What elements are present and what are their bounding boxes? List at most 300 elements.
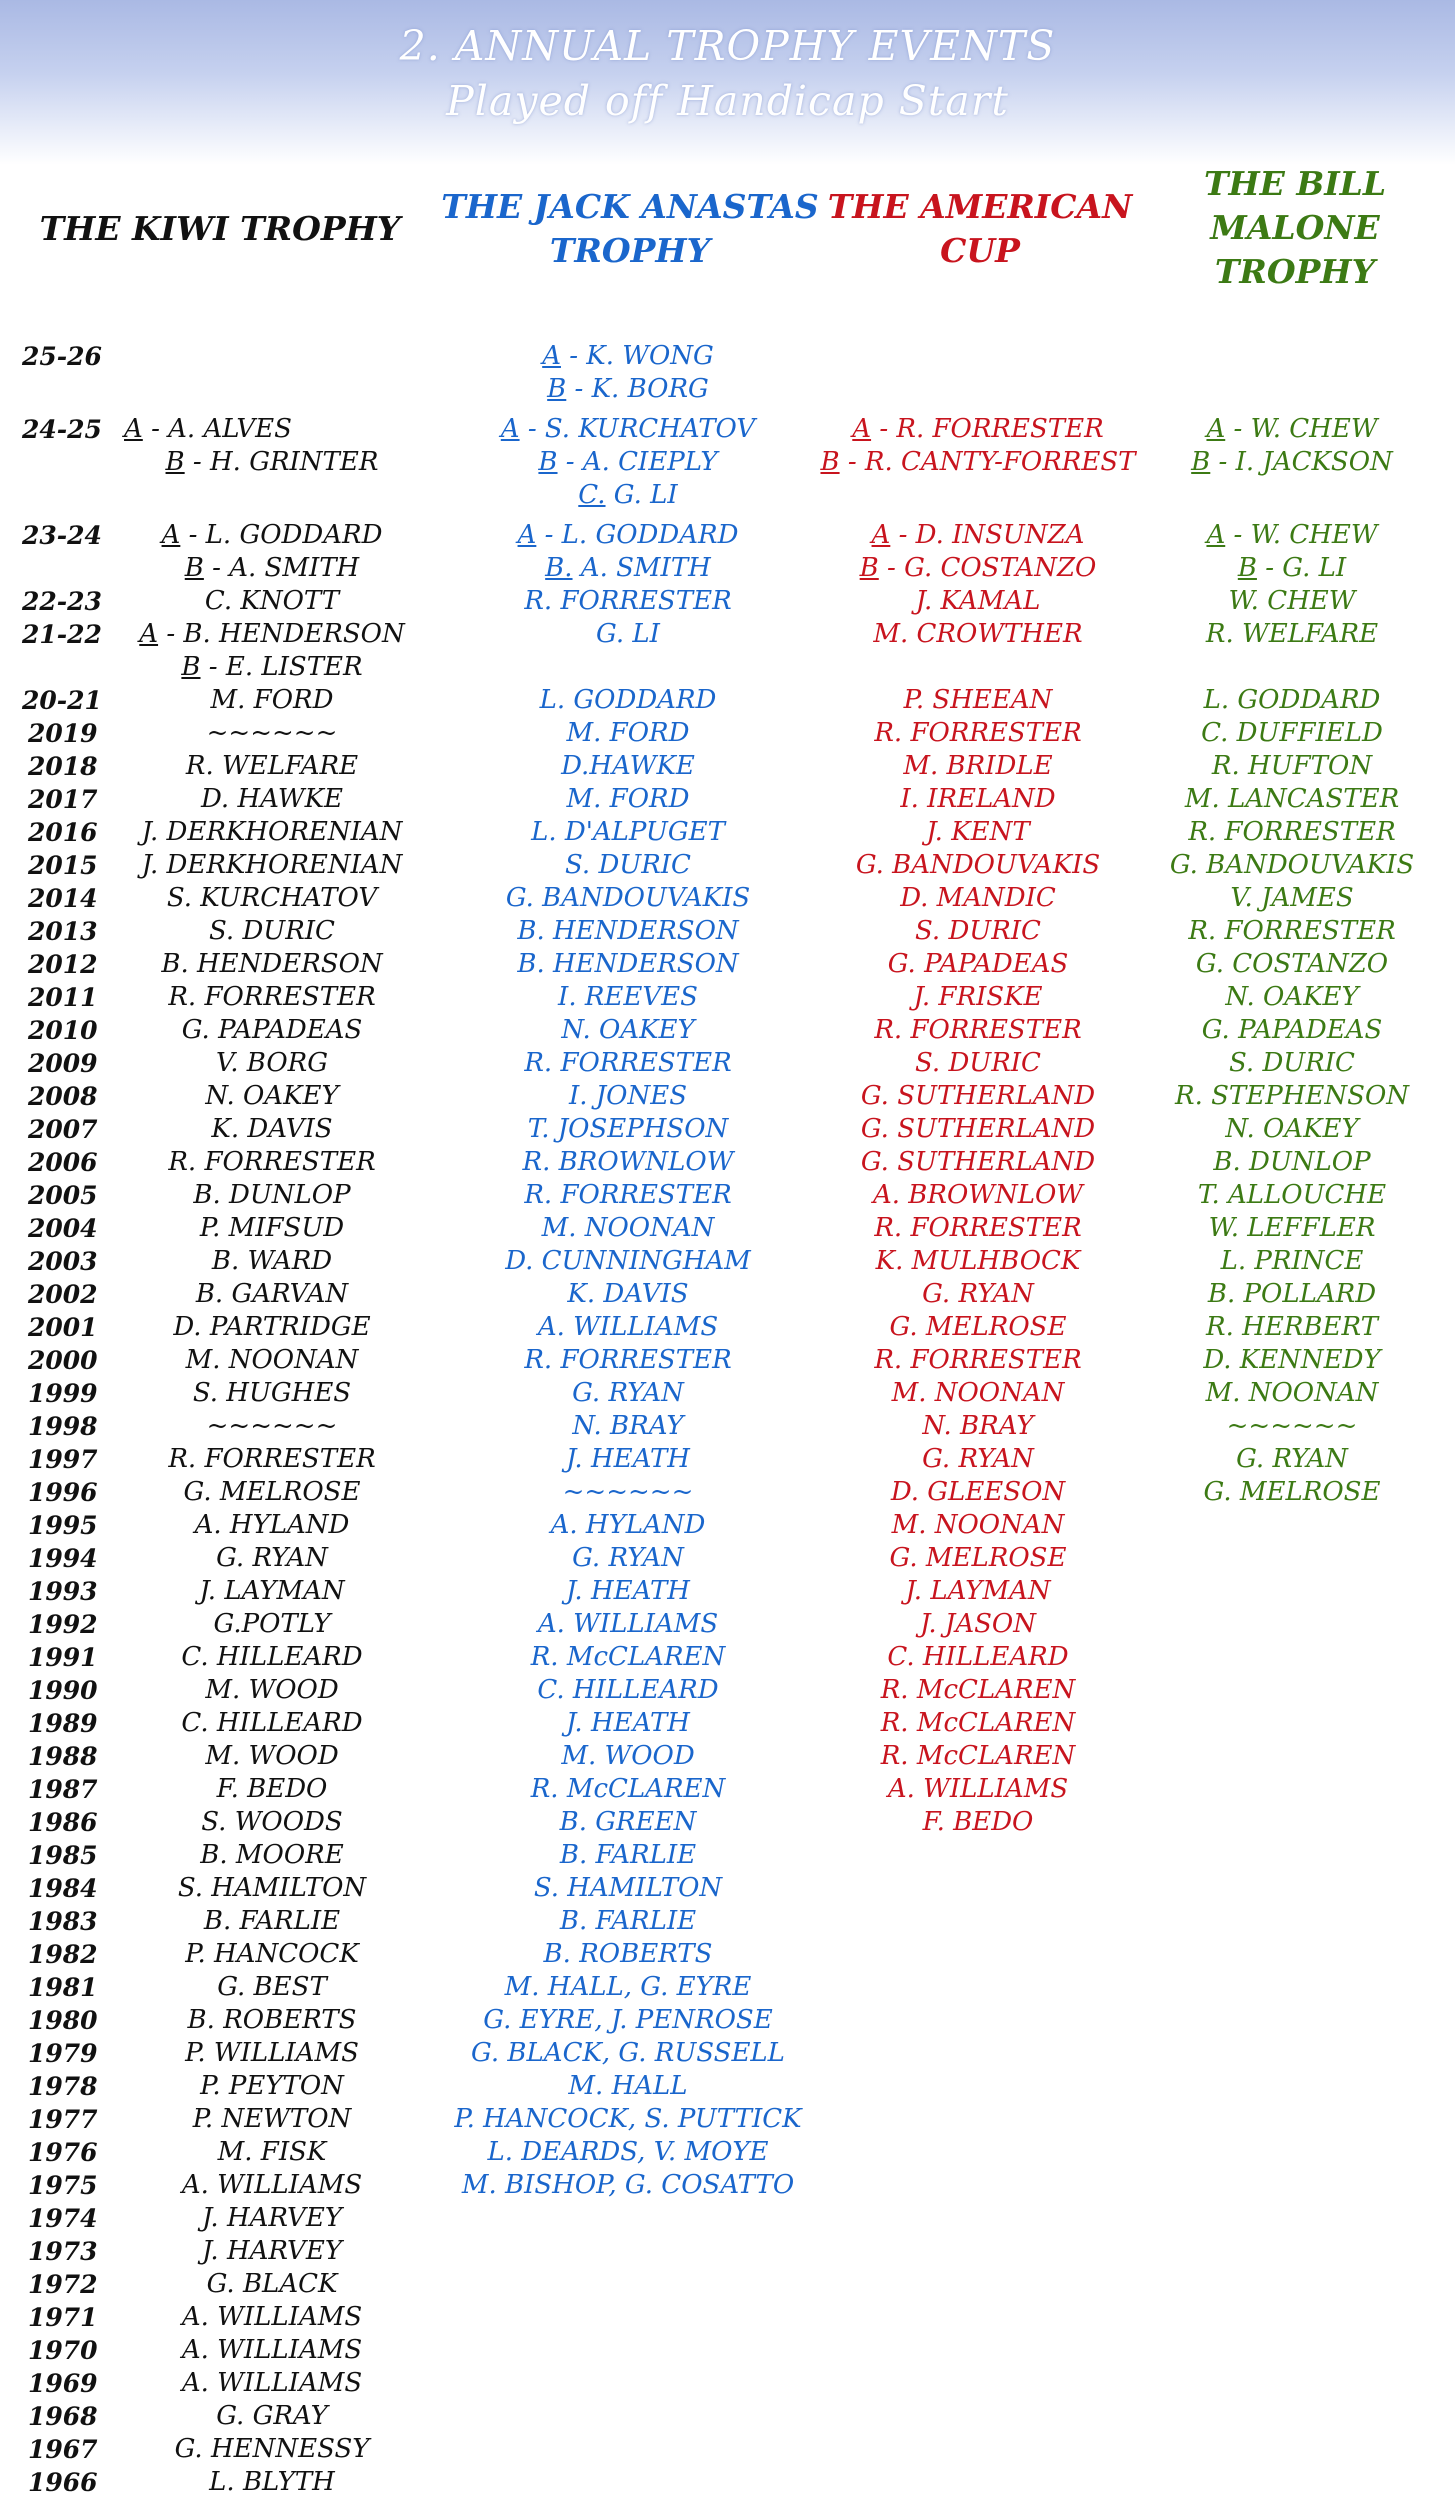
winner-name: F. BEDO: [216, 1774, 328, 1804]
year-label: 20-21: [22, 686, 102, 715]
jack-winner-cell: [524, 1344, 731, 1377]
american-winner-cell: [888, 1773, 1068, 1806]
bill-winner-cell: [1201, 717, 1383, 750]
winner-name: M. FORD: [210, 685, 334, 715]
winner-name: G. LI: [613, 480, 678, 510]
american-winner-cell: [915, 1047, 1041, 1080]
header-american-cup: [820, 185, 1140, 273]
winner-name: G. EYRE, J. PENROSE: [483, 2005, 773, 2035]
header-bill-line-1: THE BILL: [1203, 164, 1387, 203]
american-winner-cell: [887, 1641, 1068, 1674]
division-separator: -: [142, 414, 169, 444]
kiwi-winner-cell: [199, 1575, 344, 1608]
winner-name: A. WILLIAMS: [537, 1609, 719, 1639]
winner-name: A. WILLIAMS: [537, 1312, 719, 1342]
winner-name: W. LEFFLER: [1208, 1213, 1376, 1243]
jack-winner-cell: [542, 340, 714, 373]
kiwi-winner-cell: [216, 1542, 328, 1575]
kiwi-winner-cell: [217, 1971, 327, 2004]
winner-name: K. DAVIS: [567, 1279, 689, 1309]
american-winner-cell: [861, 1146, 1095, 1179]
jack-winner-cell: [596, 618, 660, 651]
winner-name: J. HARVEY: [202, 2236, 342, 2266]
division-separator: -: [1256, 553, 1283, 583]
bill-winner-cell: [1229, 585, 1356, 618]
jack-winner-cell: [569, 1080, 687, 1113]
jack-winner-cell: [506, 882, 750, 915]
jack-winner-cell: [462, 2169, 794, 2202]
jack-winner-cell: [567, 717, 690, 750]
winner-name: G. BANDOUVAKIS: [1169, 850, 1415, 880]
american-winner-cell: [856, 849, 1100, 882]
winner-name: A. HYLAND: [550, 1510, 706, 1540]
american-winner-cell: [881, 1707, 1076, 1740]
kiwi-winner-cell: [211, 1113, 332, 1146]
bill-winner-cell: [1213, 1146, 1370, 1179]
kiwi-winner-cell: [185, 2037, 359, 2070]
kiwi-winner-cell: [182, 2367, 362, 2400]
kiwi-winner-cell: [185, 552, 359, 585]
division-separator: -: [560, 341, 587, 371]
winner-name: I. IRELAND: [900, 784, 1056, 814]
american-winner-cell: [890, 1542, 1067, 1575]
winner-name: R. WELFARE: [1205, 619, 1379, 649]
kiwi-winner-cell: [200, 2070, 344, 2103]
jack-winner-cell: [534, 1872, 722, 1905]
year-label: 1980: [28, 2006, 98, 2035]
jack-winner-cell: [524, 1047, 731, 1080]
american-winner-cell: [923, 1806, 1034, 1839]
division-separator: -: [557, 447, 583, 477]
jack-winner-cell: [566, 1443, 690, 1476]
winner-name: M. NOONAN: [1205, 1378, 1379, 1408]
division-separator: -: [890, 520, 916, 550]
bill-winner-cell: [1227, 1410, 1358, 1443]
year-label: 1970: [28, 2336, 98, 2365]
winner-name: M. HALL, G. EYRE: [504, 1972, 752, 2002]
kiwi-winner-cell: [202, 2202, 342, 2235]
jack-winner-cell: [524, 1179, 731, 1212]
american-winner-cell: [922, 1443, 1034, 1476]
jack-winner-cell: [558, 981, 698, 1014]
kiwi-winner-cell: [178, 1872, 366, 1905]
year-label: 2008: [28, 1082, 98, 1111]
jack-winner-cell: [572, 1410, 683, 1443]
winner-name: B. WARD: [211, 1246, 333, 1276]
year-label: 1986: [28, 1808, 98, 1837]
winner-name: P. HANCOCK, S. PUTTICK: [454, 2104, 802, 2134]
kiwi-winner-cell: [205, 585, 339, 618]
header-american-line-1: THE AMERICAN: [827, 187, 1133, 226]
american-winner-cell: [900, 882, 1056, 915]
header-jack-anastas-trophy: [430, 185, 830, 273]
kiwi-winner-cell: [124, 413, 292, 446]
year-label: 2012: [28, 950, 98, 979]
header-kiwi-line: THE KIWI TROPHY: [39, 209, 401, 248]
jack-winner-cell: [517, 948, 738, 981]
kiwi-winner-cell: [216, 1047, 328, 1080]
winner-name: J. HARVEY: [202, 2203, 342, 2233]
kiwi-winner-cell: [162, 519, 383, 552]
winner-name: L. GODDARD: [1203, 685, 1381, 715]
winner-name: G. BANDOUVAKIS: [505, 883, 751, 913]
winner-name: M. LANCASTER: [1184, 784, 1400, 814]
division-letter: B: [165, 447, 185, 477]
jack-winner-cell: [568, 2070, 687, 2103]
kiwi-winner-cell: [182, 2169, 362, 2202]
jack-winner-cell: [538, 446, 717, 479]
jack-winner-cell: [560, 1905, 696, 1938]
winner-name: B. GREEN: [559, 1807, 697, 1837]
winner-name: J. LAYMAN: [199, 1576, 345, 1606]
winner-name: G. MELROSE: [1203, 1477, 1381, 1507]
american-winner-cell: [820, 446, 1135, 479]
american-winner-cell: [881, 1740, 1076, 1773]
jack-winner-cell: [531, 816, 725, 849]
kiwi-winner-cell: [168, 981, 375, 1014]
american-winner-cell: [874, 1014, 1081, 1047]
winner-name: D. MANDIC: [900, 883, 1056, 913]
winner-name: P. HANCOCK: [185, 1939, 359, 1969]
winner-name: G. PAPADEAS: [1201, 1015, 1383, 1045]
kiwi-winner-cell: [201, 1806, 342, 1839]
winner-name: R. FORRESTER: [874, 1015, 1082, 1045]
winner-name: D. KENNEDY: [1203, 1345, 1381, 1375]
year-label: 1991: [28, 1643, 98, 1672]
winner-name: G. RYAN: [1236, 1444, 1348, 1474]
year-label: 2010: [28, 1016, 98, 1045]
winner-name: R. BROWNLOW: [522, 1147, 734, 1177]
kiwi-winner-cell: [142, 849, 403, 882]
winner-name: I. JONES: [568, 1081, 688, 1111]
kiwi-winner-cell: [196, 1278, 348, 1311]
winner-name: G. SUTHERLAND: [860, 1114, 1096, 1144]
division-separator: -: [519, 414, 545, 444]
american-winner-cell: [922, 1278, 1034, 1311]
winner-name: V. BORG: [215, 1048, 329, 1078]
winner-name: D. GLEESON: [890, 1477, 1066, 1507]
kiwi-winner-cell: [181, 1707, 362, 1740]
winner-name: V. JAMES: [1230, 883, 1354, 913]
winner-name: A. HYLAND: [194, 1510, 350, 1540]
winner-name: L. GODDARD: [205, 520, 383, 550]
winner-name: M. NOONAN: [185, 1345, 359, 1375]
kiwi-winner-cell: [182, 1014, 363, 1047]
bill-winner-cell: [1198, 1179, 1386, 1212]
winner-name: G. SUTHERLAND: [860, 1081, 1096, 1111]
winner-name: G. BLACK: [206, 2269, 338, 2299]
jack-winner-cell: [538, 1608, 718, 1641]
winner-name: B. FARLIE: [559, 1906, 697, 1936]
kiwi-winner-cell: [188, 2004, 357, 2037]
american-winner-cell: [876, 1245, 1081, 1278]
year-label: 1985: [28, 1841, 98, 1870]
winner-name: W. CHEW: [1250, 520, 1378, 550]
winner-name: S. KURCHATOV: [166, 883, 378, 913]
page-title: 2. ANNUAL TROPHY EVENTS: [399, 22, 1056, 70]
american-winner-cell: [905, 1575, 1050, 1608]
division-letter: A: [124, 414, 143, 444]
american-winner-cell: [900, 783, 1055, 816]
winner-name: G. RYAN: [922, 1279, 1034, 1309]
winner-name: J. DERKHORENIAN: [141, 850, 403, 880]
kiwi-winner-cell: [195, 1509, 350, 1542]
division-letter: A: [1206, 520, 1226, 550]
jack-winner-cell: [551, 1509, 706, 1542]
american-winner-cell: [915, 915, 1041, 948]
jack-winner-cell: [565, 849, 691, 882]
winner-name: J. HEATH: [566, 1708, 690, 1738]
jack-winner-cell: [547, 373, 709, 406]
winner-name: A. SMITH: [580, 553, 711, 583]
year-label: 21-22: [22, 620, 102, 649]
winner-name: A. WILLIAMS: [181, 2368, 363, 2398]
winner-name: W. CHEW: [1250, 414, 1378, 444]
bill-winner-cell: [1206, 1377, 1379, 1410]
division-separator: -: [184, 447, 210, 477]
american-winner-cell: [873, 618, 1082, 651]
division-separator: -: [180, 520, 206, 550]
bill-winner-cell: [1185, 783, 1399, 816]
kiwi-winner-cell: [166, 446, 379, 479]
year-label: 2013: [28, 917, 98, 946]
bill-winner-cell: [1212, 750, 1372, 783]
year-label: 1994: [28, 1544, 98, 1573]
american-winner-cell: [874, 1212, 1081, 1245]
winner-name: B. FARLIE: [559, 1840, 697, 1870]
year-label: 2019: [28, 719, 98, 748]
year-label: 1996: [28, 1478, 98, 1507]
header-jack-line-1: THE JACK ANASTAS: [441, 187, 819, 226]
jack-winner-cell: [505, 1971, 752, 2004]
bill-winner-cell: [1170, 849, 1414, 882]
winner-name: R. FORRESTER: [874, 1345, 1082, 1375]
winner-name: W. CHEW: [1228, 586, 1356, 616]
header-bill-line-2: MALONE: [1210, 208, 1380, 247]
year-label: 1975: [28, 2171, 98, 2200]
winner-name: D. INSUNZA: [915, 520, 1085, 550]
winner-name: G. PAPADEAS: [181, 1015, 363, 1045]
winner-name: R. FORRESTER: [524, 586, 732, 616]
winner-name: J. FRISKE: [913, 982, 1043, 1012]
kiwi-winner-cell: [167, 882, 377, 915]
winner-name: R. FORRESTER: [168, 982, 376, 1012]
bill-winner-cell: [1206, 413, 1377, 446]
winner-name: R. FORRESTER: [874, 1213, 1082, 1243]
winner-name: S. HAMILTON: [177, 1873, 367, 1903]
winner-name: G. BANDOUVAKIS: [855, 850, 1101, 880]
winner-name: N. OAKEY: [561, 1015, 695, 1045]
division-separator: -: [203, 553, 230, 583]
american-winner-cell: [926, 816, 1029, 849]
winner-name: C. KNOTT: [204, 586, 340, 616]
jack-winner-cell: [471, 2037, 785, 2070]
winner-name: M. WOOD: [561, 1741, 695, 1771]
kiwi-winner-cell: [161, 948, 382, 981]
kiwi-winner-cell: [212, 1245, 332, 1278]
winner-name: A. ALVES: [168, 414, 292, 444]
winner-name: E. LISTER: [225, 652, 363, 682]
winner-name: R. FORRESTER: [524, 1048, 732, 1078]
year-label: 1992: [28, 1610, 98, 1639]
winner-name: L. GODDARD: [539, 685, 717, 715]
division-separator: [606, 480, 614, 510]
division-letter: A: [542, 341, 561, 371]
kiwi-winner-cell: [213, 1608, 330, 1641]
american-winner-cell: [891, 1476, 1065, 1509]
kiwi-winner-cell: [173, 1311, 370, 1344]
bill-winner-cell: [1196, 948, 1388, 981]
american-winner-cell: [861, 1113, 1095, 1146]
bill-winner-cell: [1221, 1245, 1364, 1278]
page-subtitle: Played off Handicap Start: [446, 77, 1009, 125]
division-letter: C.: [578, 480, 606, 510]
division-separator: -: [839, 447, 865, 477]
jack-winner-cell: [454, 2103, 801, 2136]
winner-name: G. RYAN: [572, 1378, 684, 1408]
winner-name: R. WELFARE: [185, 751, 359, 781]
jack-winner-cell: [561, 750, 695, 783]
division-separator: -: [200, 652, 226, 682]
winner-name: F. BEDO: [922, 1807, 1034, 1837]
jack-winner-cell: [531, 1641, 726, 1674]
winner-name: G. MELROSE: [183, 1477, 361, 1507]
winner-name: D. PARTRIDGE: [173, 1312, 371, 1342]
winner-name: R. CANTY-FORREST: [864, 447, 1136, 477]
year-label: 1995: [28, 1511, 98, 1540]
winner-name: M. FISK: [217, 2137, 327, 2167]
division-separator: -: [1210, 447, 1236, 477]
jack-winner-cell: [561, 1014, 694, 1047]
winner-name: H. GRINTER: [209, 447, 379, 477]
winner-name: A. WILLIAMS: [887, 1774, 1069, 1804]
american-winner-cell: [888, 948, 1069, 981]
kiwi-winner-cell: [200, 1212, 344, 1245]
winner-name: C. HILLEARD: [181, 1642, 363, 1672]
winner-name: R. STEPHENSON: [1174, 1081, 1410, 1111]
winner-name: G. HENNESSY: [174, 2434, 370, 2464]
winner-name: B. HENDERSON: [183, 619, 405, 649]
year-label: 1978: [28, 2072, 98, 2101]
winner-name: N. BRAY: [922, 1411, 1034, 1441]
winner-name: J. KAMAL: [915, 586, 1041, 616]
division-separator: [573, 553, 581, 583]
winner-name: B. GARVAN: [195, 1279, 349, 1309]
winner-name: G. COSTANZO: [1195, 949, 1389, 979]
division-separator: -: [871, 414, 897, 444]
winner-name: G. MELROSE: [889, 1312, 1067, 1342]
kiwi-winner-cell: [216, 2400, 328, 2433]
winner-name: M. CROWTHER: [873, 619, 1083, 649]
winner-name: R. FORRESTER: [1188, 916, 1396, 946]
jack-winner-cell: [528, 1113, 729, 1146]
year-label: 1990: [28, 1676, 98, 1705]
year-label: 22-23: [22, 587, 102, 616]
year-label: 2001: [28, 1313, 98, 1342]
bill-winner-cell: [1225, 981, 1358, 1014]
winner-name: M. NOONAN: [891, 1510, 1065, 1540]
kiwi-winner-cell: [200, 1839, 343, 1872]
american-winner-cell: [922, 1410, 1033, 1443]
jack-winner-cell: [572, 1542, 684, 1575]
winner-name: S. DURIC: [915, 1048, 1041, 1078]
year-label: 1966: [28, 2468, 98, 2497]
winner-name: G.POTLY: [213, 1609, 331, 1639]
jack-winner-cell: [545, 552, 711, 585]
winner-name: M. BISHOP, G. COSATTO: [461, 2170, 795, 2200]
winner-name: G. RYAN: [216, 1543, 328, 1573]
header-bill-line-3: TROPHY: [1214, 252, 1376, 291]
year-label: 1967: [28, 2435, 98, 2464]
winner-name: R. FORRESTER: [168, 1444, 376, 1474]
jack-winner-cell: [518, 519, 739, 552]
year-label: 2004: [28, 1214, 98, 1243]
winner-name: J. LAYMAN: [905, 1576, 1051, 1606]
jack-winner-cell: [501, 413, 755, 446]
kiwi-winner-cell: [182, 2334, 362, 2367]
year-label: 1968: [28, 2402, 98, 2431]
winner-name: A. SMITH: [229, 553, 360, 583]
winner-name: P. WILLIAMS: [185, 2038, 359, 2068]
bill-winner-cell: [1229, 1047, 1355, 1080]
bill-winner-cell: [1225, 1113, 1358, 1146]
year-label: 1988: [28, 1742, 98, 1771]
winner-name: S. DURIC: [1229, 1048, 1355, 1078]
jack-winner-cell: [560, 1806, 697, 1839]
winner-name: S. WOODS: [201, 1807, 343, 1837]
winner-name: J. DERKHORENIAN: [141, 817, 403, 847]
kiwi-winner-cell: [217, 1773, 328, 1806]
winner-name: B. DUNLOP: [193, 1180, 351, 1210]
kiwi-winner-cell: [218, 2136, 327, 2169]
winner-name: D. HAWKE: [201, 784, 343, 814]
kiwi-winner-cell: [175, 2433, 370, 2466]
bill-winner-cell: [1206, 1311, 1378, 1344]
winner-name: S. DURIC: [915, 916, 1041, 946]
year-label: 1977: [28, 2105, 98, 2134]
winner-name: L. BLYTH: [209, 2467, 335, 2497]
year-label: 1974: [28, 2204, 98, 2233]
header-bill-malone-trophy: [1150, 162, 1440, 294]
jack-winner-cell: [566, 1707, 690, 1740]
jack-winner-cell: [567, 783, 690, 816]
year-label: 24-25: [22, 415, 102, 444]
winner-name: K. WONG: [586, 341, 714, 371]
winner-name: G. MELROSE: [889, 1543, 1067, 1573]
header-jack-line-2: TROPHY: [549, 231, 711, 270]
kiwi-winner-cell: [168, 1146, 375, 1179]
winner-name: G. GRAY: [216, 2401, 328, 2431]
winner-name: A. WILLIAMS: [181, 2302, 363, 2332]
american-winner-cell: [861, 1080, 1095, 1113]
kiwi-winner-cell: [209, 915, 335, 948]
jack-winner-cell: [567, 1278, 688, 1311]
winner-name: M. FORD: [566, 784, 690, 814]
winner-name: C. HILLEARD: [537, 1675, 719, 1705]
winner-name: J. JASON: [919, 1609, 1037, 1639]
year-label: 1982: [28, 1940, 98, 1969]
american-winner-cell: [916, 585, 1041, 618]
american-winner-cell: [890, 1311, 1067, 1344]
year-label: 2014: [28, 884, 98, 913]
winner-name: B. FARLIE: [203, 1906, 341, 1936]
year-label: 1972: [28, 2270, 98, 2299]
american-winner-cell: [903, 750, 1052, 783]
winner-name: S. HAMILTON: [533, 1873, 723, 1903]
jack-winner-cell: [542, 1212, 715, 1245]
year-label: 1993: [28, 1577, 98, 1606]
winner-name: ~~~~~~: [206, 718, 338, 748]
